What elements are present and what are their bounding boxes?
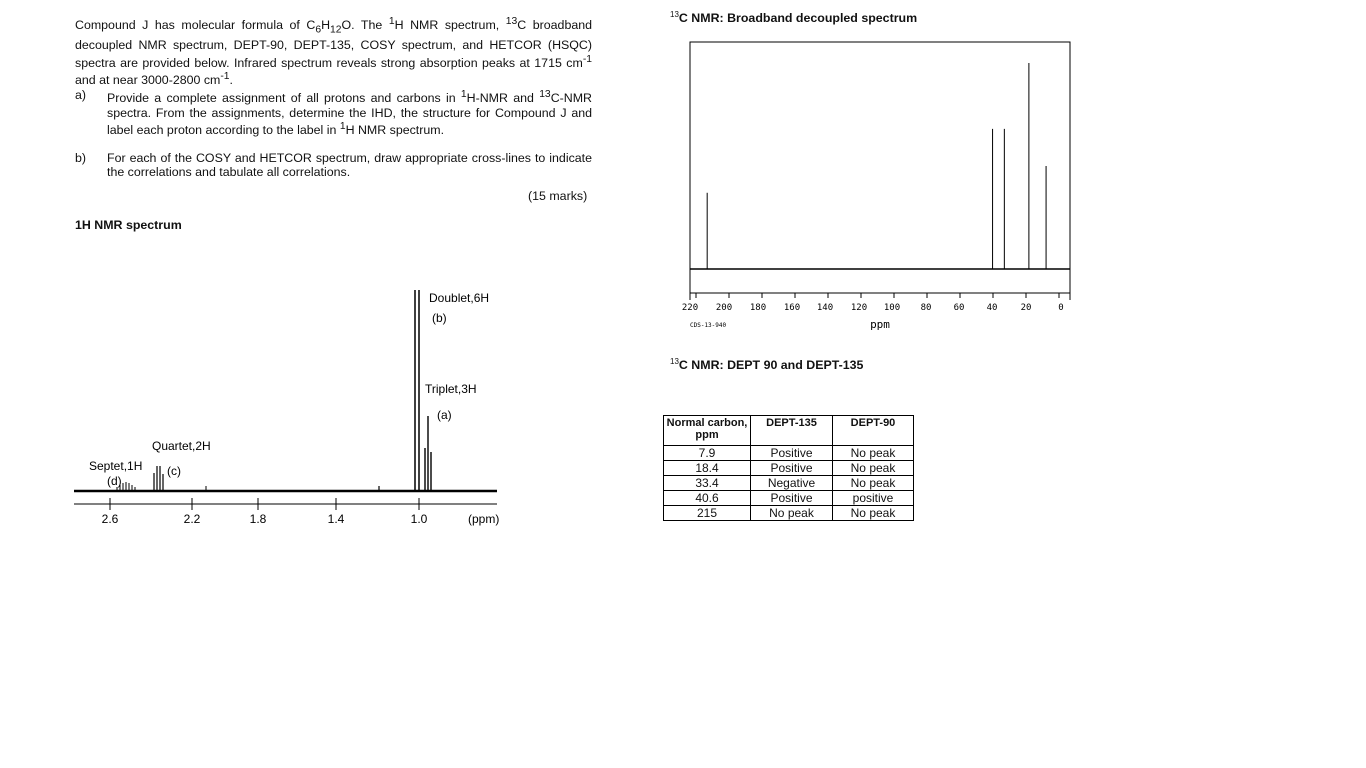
h-nmr-heading: 1H NMR spectrum — [75, 218, 182, 232]
h-nmr-tick-label: 1.8 — [249, 512, 267, 526]
dept-cell-90: positive — [833, 491, 914, 506]
dept-cell-90: No peak — [833, 506, 914, 521]
h-nmr-spectrum — [60, 280, 520, 530]
table-row — [664, 446, 914, 461]
h-nmr-tick-label: 1.0 — [410, 512, 428, 526]
dept-header-90: DEPT-90 — [833, 416, 914, 446]
quartet-label: (c) — [167, 464, 181, 478]
question-b-text: For each of the COSY and HETCOR spectrum, draw appropriate cross-lines to indicate the correlations and tabulate all correlations. — [107, 150, 592, 180]
h-nmr-tick-label: 2.6 — [101, 512, 119, 526]
h-nmr-tick-label: 1.4 — [327, 512, 345, 526]
question-b-label: b) — [75, 150, 87, 165]
dept-cell-135: No peak — [751, 506, 833, 521]
c13-axis — [690, 293, 1070, 300]
dept-cell-ppm: 215 — [664, 506, 751, 521]
c13-tick-label: 140 — [816, 303, 834, 313]
dept-header-normal: Normal carbon, ppm — [664, 416, 751, 446]
dept-cell-ppm: 33.4 — [664, 476, 751, 491]
doublet-peak — [415, 290, 419, 491]
dept-cell-135: Negative — [751, 476, 833, 491]
c13-tick-label: 60 — [953, 303, 965, 313]
dept-cell-135: Positive — [751, 446, 833, 461]
c13-tick-label: 80 — [920, 303, 932, 313]
dept-table — [663, 415, 914, 521]
triplet-label: (a) — [437, 408, 452, 422]
c13-tick-label: 20 — [1020, 303, 1032, 313]
c13-tick-label: 100 — [883, 303, 901, 313]
c13-axis-unit: ppm — [870, 318, 890, 331]
doublet-label: (b) — [432, 311, 447, 325]
dept-cell-90: No peak — [833, 446, 914, 461]
c13-tick-label: 160 — [783, 303, 801, 313]
c13-code: CDS-13-940 — [690, 322, 727, 329]
triplet-annotation: Triplet,3H — [425, 382, 477, 396]
table-row — [664, 476, 914, 491]
table-row — [664, 506, 914, 521]
dept-cell-ppm: 40.6 — [664, 491, 751, 506]
problem-intro: Compound J has molecular formula of $C_6H_{12}O$. The $^1$H NMR spectrum, $^{13}$C broadband decoupled NMR spectrum, DEPT-90, DEPT-135, COSY spectrum, and HETCOR (HSQC) spectra are provided below. Infrared spectrum reveals strong absorption peaks at 1715 $cm^{-1}$ and at near 3000-2800 $cm^{-1}$. — [75, 16, 593, 88]
septet-label: (d) — [107, 474, 122, 488]
c13-tick-label: 220 — [681, 303, 699, 313]
marks-label: (15 marks) — [528, 189, 588, 203]
table-row — [664, 461, 914, 476]
c13-peaks — [707, 63, 1046, 269]
dept-cell-135: Positive — [751, 491, 833, 506]
table-row — [664, 491, 914, 506]
doublet-annotation: Doublet,6H — [429, 291, 490, 305]
c13-tick-label: 200 — [715, 303, 733, 313]
question-list — [75, 88, 592, 193]
c13-heading: $^{13}$C NMR: Broadband decoupled spectrum — [670, 10, 918, 26]
c13-plot-frame — [690, 42, 1070, 293]
dept-cell-90: No peak — [833, 461, 914, 476]
dept-cell-90: No peak — [833, 476, 914, 491]
c13-tick-label: 0 — [1058, 303, 1064, 313]
dept-cell-ppm: 18.4 — [664, 461, 751, 476]
dept-cell-ppm: 7.9 — [664, 446, 751, 461]
quartet-peak — [154, 466, 163, 491]
c13-spectrum — [670, 30, 1090, 340]
h-nmr-axis-unit: (ppm) — [468, 512, 500, 526]
quartet-annotation: Quartet,2H — [152, 439, 211, 453]
question-b — [75, 151, 592, 180]
question-a-label: a) — [75, 88, 87, 102]
c13-tick-label: 180 — [749, 303, 767, 313]
c13-tick-label: 40 — [986, 303, 998, 313]
dept-cell-135: Positive — [751, 461, 833, 476]
dept-heading: $^{13}$C NMR: DEPT 90 and DEPT-135 — [670, 357, 864, 373]
dept-header-135: DEPT-135 — [751, 416, 833, 446]
triplet-peak — [425, 416, 431, 491]
question-a: a) Provide a complete assignment of all protons and carbons in $^1$H-NMR and $^{13}$C-NMR spectra. From the assignments, determine the IHD, the structure for Compound J and label each proton according to the label in $^1$H NMR spectrum. — [75, 88, 592, 138]
septet-annotation: Septet,1H — [89, 459, 143, 473]
h-nmr-tick-label: 2.2 — [183, 512, 201, 526]
dept-header-row — [664, 416, 914, 446]
c13-tick-label: 120 — [850, 303, 868, 313]
